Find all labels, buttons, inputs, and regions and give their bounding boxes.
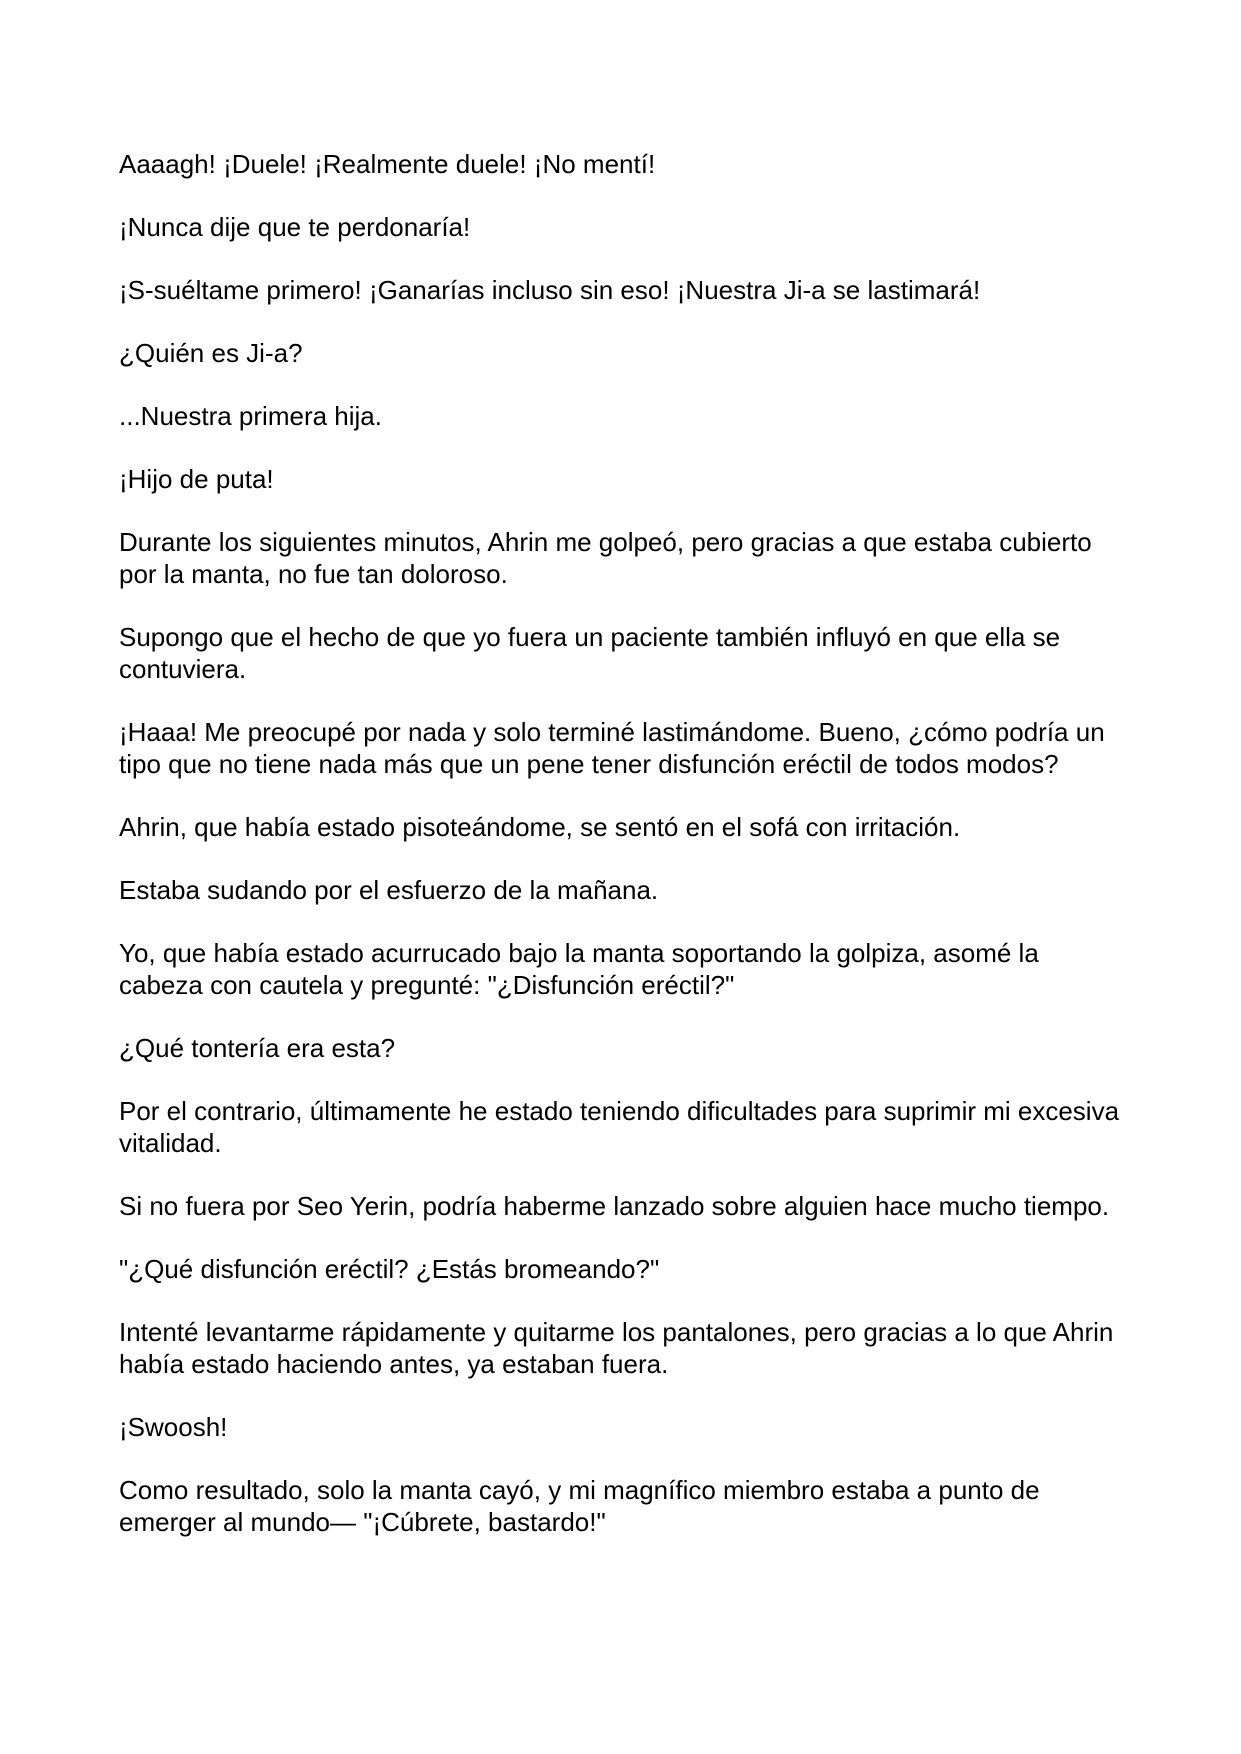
- paragraph: ¡S-suéltame primero! ¡Ganarías incluso sin eso! ¡Nuestra Ji-a se lastimará!: [119, 275, 981, 305]
- paragraph: Por el contrario, últimamente he estado teniendo dificultades para suprimir mi excesiva vitalidad.: [119, 1096, 1120, 1158]
- paragraph: Ahrin, que había estado pisoteándome, se sentó en el sofá con irritación.: [119, 812, 961, 842]
- paragraph: ¡Nunca dije que te perdonaría!: [119, 212, 471, 242]
- paragraph: Yo, que había estado acurrucado bajo la manta soportando la golpiza, asomé la cabeza con cautela y pregunté: "¿Disfunción eréctil?": [119, 938, 1039, 1000]
- paragraph: ¡Haaa! Me preocupé por nada y solo terminé lastimándome. Bueno, ¿cómo podría un tipo que no tiene nada más que un pene tener disfunción eréctil de todos modos?: [119, 717, 1105, 779]
- paragraph: Durante los siguientes minutos, Ahrin me golpeó, pero gracias a que estaba cubierto por la manta, no fue tan doloroso.: [119, 527, 1092, 589]
- paragraph: Como resultado, solo la manta cayó, y mi magnífico miembro estaba a punto de emerger al mundo— "¡Cúbrete, bastardo!": [119, 1475, 1040, 1537]
- document-body: [119, 148, 1129, 1569]
- paragraph: ¿Qué tontería era esta?: [119, 1033, 396, 1063]
- paragraph: Aaaagh! ¡Duele! ¡Realmente duele! ¡No mentí!: [119, 149, 656, 179]
- paragraph: Intenté levantarme rápidamente y quitarme los pantalones, pero gracias a lo que Ahrin había estado haciendo antes, ya estaban fuera.: [119, 1317, 1114, 1379]
- paragraph: Si no fuera por Seo Yerin, podría haberme lanzado sobre alguien hace mucho tiempo.: [119, 1191, 1110, 1221]
- paragraph: ...Nuestra primera hija.: [119, 401, 382, 431]
- paragraph: Estaba sudando por el esfuerzo de la mañana.: [119, 875, 659, 905]
- paragraph: ¿Quién es Ji-a?: [119, 338, 303, 368]
- paragraph: ¡Hijo de puta!: [119, 464, 274, 494]
- paragraph: "¿Qué disfunción eréctil? ¿Estás bromeando?": [119, 1254, 660, 1284]
- paragraph: Supongo que el hecho de que yo fuera un paciente también influyó en que ella se contuviera.: [119, 622, 1061, 684]
- paragraph: ¡Swoosh!: [119, 1412, 228, 1442]
